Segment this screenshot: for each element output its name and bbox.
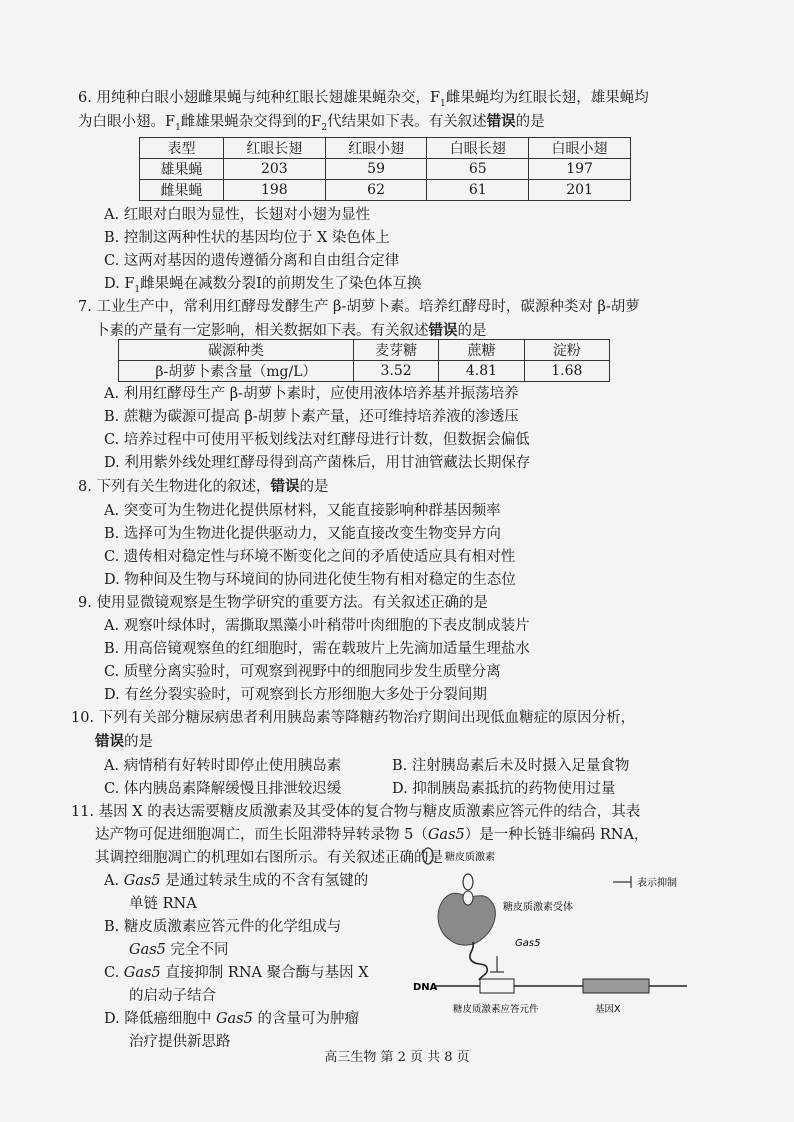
q7-table	[118, 339, 610, 382]
table-cell: 59	[325, 159, 427, 180]
table-cell: 197	[529, 159, 631, 180]
table-header-cell: 碳源种类	[119, 340, 354, 361]
q8-option-a: A. 突变可为生物进化提供原材料，又能直接影响种群基因频率	[104, 503, 501, 519]
response-element-label: 糖皮质激素应答元件	[453, 1004, 539, 1015]
q9-option-d: D. 有丝分裂实验时，可观察到长方形细胞大多处于分裂间期	[104, 687, 487, 703]
table-cell: 雄果蝇	[140, 159, 224, 180]
q11-option-a-cont: 单链 RNA	[129, 896, 197, 912]
q10-option-b: B. 注射胰岛素后未及时摄入足量食物	[392, 758, 630, 774]
q8-option-c: C. 遗传相对稳定性与环境不断变化之间的矛盾使适应具有相对性	[104, 549, 516, 565]
table-header-cell: 麦芽糖	[353, 340, 438, 361]
table-header-cell: 白眼小翅	[529, 138, 631, 159]
gas5-rna-shape	[470, 942, 487, 980]
q11-option-b: B. 糖皮质激素应答元件的化学组成与	[104, 919, 342, 935]
table-row	[140, 180, 631, 201]
q6-option-b: B. 控制这两种性状的基因均位于 X 染色体上	[104, 230, 390, 246]
q11-stem-line3: 其调控细胞凋亡的机理如右图所示。有关叙述正确的是	[95, 850, 443, 866]
q11-option-c: C. Gas5 直接抑制 RNA 聚合酶与基因 X	[104, 965, 369, 981]
q9-option-c: C. 质壁分离实验时，可观察到视野中的细胞同步发生质壁分离	[104, 664, 501, 680]
q9-option-a: A. 观察叶绿体时，需撕取黑藻小叶稍带叶肉细胞的下表皮制成装片	[104, 618, 530, 634]
q8-option-b: B. 选择可为生物进化提供驱动力，又能直接改变生物变异方向	[104, 526, 501, 542]
q9-stem: 9. 使用显微镜观察是生物学研究的重要方法。有关叙述正确的是	[78, 595, 488, 611]
q8-stem: 8. 下列有关生物进化的叙述，错误的是	[78, 478, 329, 495]
hormone-label: 糖皮质激素	[445, 852, 495, 863]
receptor-label: 糖皮质激素受体	[503, 902, 573, 913]
q6-option-a: A. 红眼对白眼为显性，长翅对小翅为显性	[104, 207, 371, 223]
q7-option-b: B. 蔗糖为碳源可提高 β-胡萝卜素产量，还可维持培养液的渗透压	[104, 409, 519, 425]
gene-x-box	[583, 979, 649, 993]
table-cell: 198	[223, 180, 325, 201]
q6-option-c: C. 这两对基因的遗传遵循分离和自由组合定律	[104, 253, 400, 269]
gene-x-label: 基因X	[595, 1004, 621, 1015]
q6-stem-line2: 为白眼小翅。$F_1$雌雄果蝇杂交得到的$F_2$代结果如下表。有关叙述错误的是	[78, 113, 545, 133]
hormone-molecule-icon	[423, 848, 433, 864]
q7-option-a: A. 利用红酵母生产 β-胡萝卜素时，应使用液体培养基并振荡培养	[104, 386, 519, 402]
gas5-label: Gas5	[515, 938, 541, 949]
q6-option-d: D. $F_1$雌果蝇在减数分裂Ⅰ的前期发生了染色体互换	[104, 276, 422, 295]
q10-option-d: D. 抑制胰岛素抵抗的药物使用过量	[392, 781, 616, 797]
table-cell: 1.68	[524, 361, 609, 382]
table-cell: 雌果蝇	[140, 180, 224, 201]
q11-option-a: A. Gas5 是通过转录生成的不含有氢键的	[104, 873, 369, 889]
hormone-molecule-icon	[463, 874, 473, 890]
page-footer: 高三生物 第 2 页 共 8 页	[324, 1050, 470, 1065]
table-cell: 201	[529, 180, 631, 201]
q6-stem-line1: 6. 用纯种白眼小翅雌果蝇与纯种红眼长翅雄果蝇杂交，$F_1$雌果蝇均为红眼长翅，雄果蝇均	[78, 90, 649, 109]
legend-label: 表示抑制	[637, 878, 677, 889]
q11-option-d: D. 降低癌细胞中 Gas5 的含量可为肿瘤	[104, 1011, 359, 1027]
q11-option-d-cont: 治疗提供新思路	[129, 1034, 231, 1050]
q8-option-d: D. 物种间及生物与环境间的协同进化使生物有相对稳定的生态位	[104, 572, 516, 588]
q7-stem-line2: 卜素的产量有一定影响，相关数据如下表。有关叙述错误的是	[95, 322, 487, 339]
table-header-cell: 淀粉	[524, 340, 609, 361]
table-cell: 65	[427, 159, 529, 180]
table-row	[140, 159, 631, 180]
q6-table	[139, 137, 631, 201]
table-header-cell: 红眼长翅	[223, 138, 325, 159]
table-header-cell: 白眼长翅	[427, 138, 529, 159]
q11-mechanism-diagram	[405, 838, 715, 1028]
q10-stem-line1: 10. 下列有关部分糖尿病患者利用胰岛素等降糖药物治疗期间出现低血糖症的原因分析，	[71, 710, 636, 726]
table-header-cell: 蔗糖	[439, 340, 524, 361]
table-header-row	[140, 138, 631, 159]
table-cell: 62	[325, 180, 427, 201]
q7-option-d: D. 利用紫外线处理红酵母得到高产菌株后，用甘油管藏法长期保存	[104, 455, 531, 471]
table-header-cell: 红眼小翅	[325, 138, 427, 159]
q10-stem-line2: 错误的是	[95, 733, 153, 750]
table-cell: 4.81	[439, 361, 524, 382]
q11-stem-line2: 达产物可促进细胞凋亡，而生长阻滞特异转录物 5（Gas5）是一种长链非编码 RNA，	[95, 827, 649, 843]
q9-option-b: B. 用高倍镜观察鱼的红细胞时，需在载玻片上先滴加适量生理盐水	[104, 641, 530, 657]
table-header-row	[119, 340, 610, 361]
table-cell: 203	[223, 159, 325, 180]
table-cell: 61	[427, 180, 529, 201]
table-cell: β-胡萝卜素含量（mg/L）	[119, 361, 354, 382]
q7-stem-line1: 7. 工业生产中，常利用红酵母发酵生产 β-胡萝卜素。培养红酵母时，碳源种类对 β-胡萝	[78, 299, 640, 315]
dna-label: DNA	[413, 982, 438, 993]
table-header-cell: 表型	[140, 138, 224, 159]
response-element-box	[480, 979, 514, 993]
q7-option-c: C. 培养过程中可使用平板划线法对红酵母进行计数，但数据会偏低	[104, 432, 530, 448]
table-row	[119, 361, 610, 382]
q10-option-c: C. 体内胰岛素降解缓慢且排泄较迟缓	[104, 781, 342, 797]
table-cell: 3.52	[353, 361, 438, 382]
q11-stem-line1: 11. 基因 X 的表达需要糖皮质激素及其受体的复合物与糖皮质激素应答元件的结合，其表	[71, 804, 641, 820]
q11-option-c-cont: 的启动子结合	[129, 988, 216, 1004]
q10-option-a: A. 病情稍有好转时即停止使用胰岛素	[104, 758, 342, 774]
q11-option-b-cont: Gas5 完全不同	[129, 942, 229, 958]
